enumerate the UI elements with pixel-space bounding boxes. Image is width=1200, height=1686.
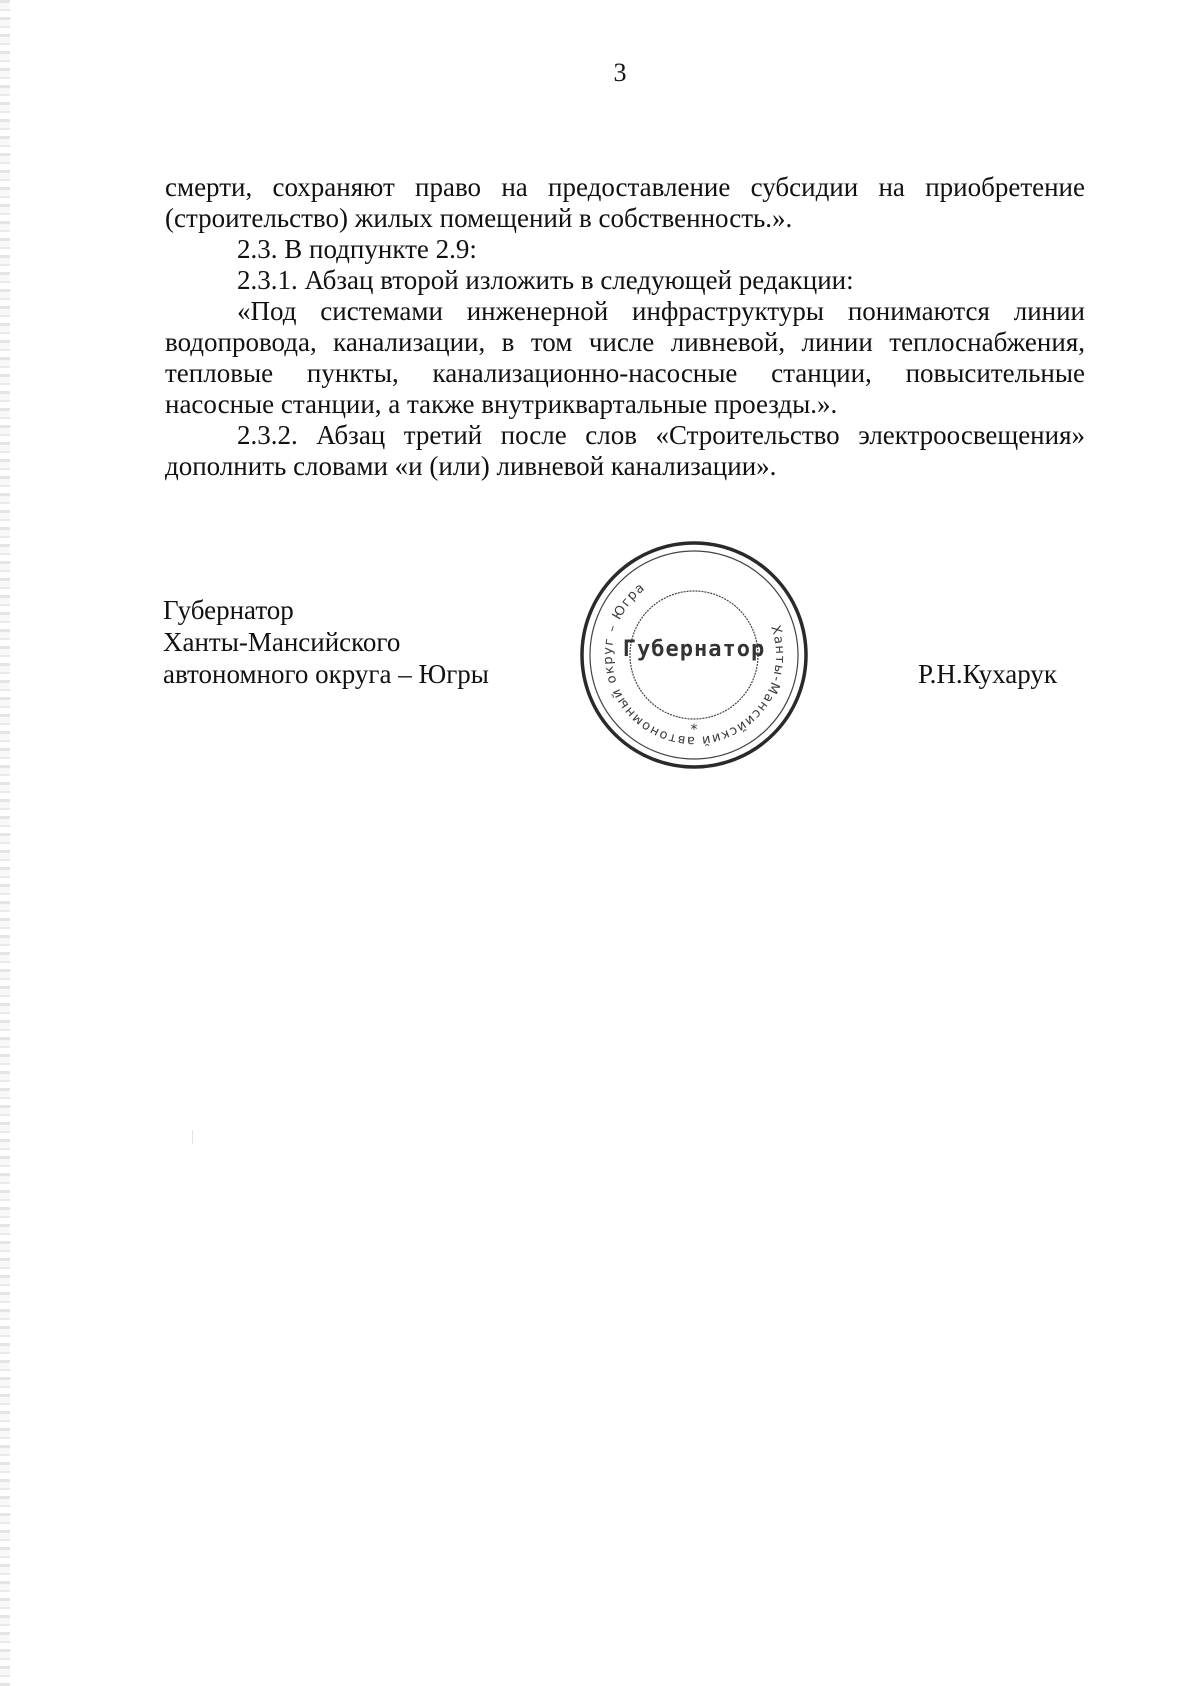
scan-edge-artifact [0, 0, 10, 1686]
page-number: 3 [613, 58, 627, 87]
official-seal [574, 535, 814, 775]
scan-speck [192, 1130, 193, 1144]
paragraph-quote-definition: «Под системами инженерной инфраструктуры понимаются линии водопровода, канализации, в том числе ливневой, линии теплоснабжения, тепловые пункты, канализационно-насосные станции, повысительные насосные станции, а также внутриквартальные проезды.». [165, 296, 1085, 419]
signature-title-line-3: автономного округа – Югры [163, 659, 489, 689]
paragraph-clause-2-3-1: 2.3.1. Абзац второй изложить в следующей редакции: [237, 265, 854, 295]
signature-title-line-1: Губернатор [163, 595, 294, 625]
seal-center-text: Губернатор [622, 637, 766, 662]
paragraph-continuation: смерти, сохраняют право на предоставление субсидии на приобретение (строительство) жилых помещений в собственность.». [165, 172, 1085, 233]
seal-ring-text: Ханты-Мансийский автономный округ – Югра [600, 579, 788, 749]
paragraph-clause-2-3: 2.3. В подпункте 2.9: [237, 234, 477, 264]
paragraph-clause-2-3-2: 2.3.2. Абзац третий после слов «Строительство электроосвещения» дополнить словами «и (или) ливневой канализации». [165, 420, 1085, 481]
signer-name: Р.Н.Кухарук [918, 659, 1058, 689]
document-body [165, 172, 1085, 482]
signature-title-line-2: Ханты-Мансийского [163, 627, 401, 657]
seal-star-icon: * [690, 722, 698, 738]
signature-title-block [163, 594, 489, 690]
